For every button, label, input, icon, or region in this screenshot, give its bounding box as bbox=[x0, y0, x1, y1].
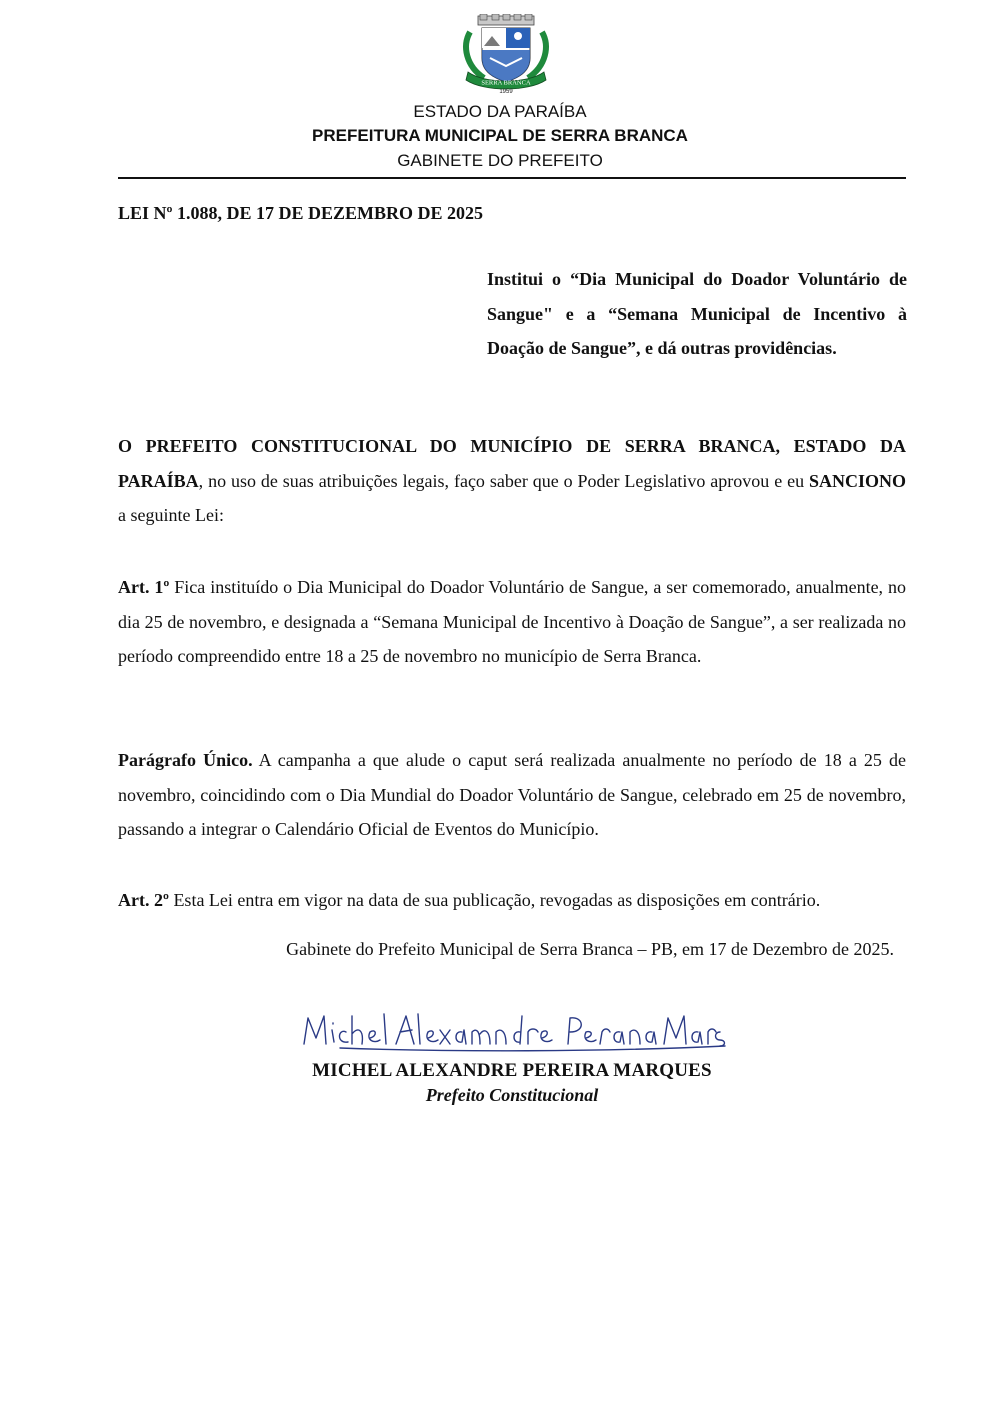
preamble-paragraph bbox=[118, 429, 906, 533]
paragrafo-unico bbox=[118, 743, 906, 847]
handwritten-signature bbox=[300, 1010, 730, 1054]
article-1 bbox=[118, 570, 906, 674]
law-title: LEI Nº 1.088, DE 17 DE DEZEMBRO DE 2025 bbox=[118, 203, 483, 223]
place-and-date: Gabinete do Prefeito Municipal de Serra Branca – PB, em 17 de Dezembro de 2025. bbox=[286, 939, 894, 959]
header-prefecture: PREFEITURA MUNICIPAL DE SERRA BRANCA bbox=[312, 126, 688, 145]
article-2 bbox=[118, 883, 906, 918]
preamble-authority: O PREFEITO CONSTITUCIONAL DO MUNICÍPIO DE SERRA BRANCA, ESTADO DA PARAÍBA bbox=[118, 436, 906, 491]
paragrafo-unico-label: Parágrafo Único. bbox=[118, 750, 253, 770]
article-2-text: Esta Lei entra em vigor na data de sua publicação, revogadas as disposições em contrário. bbox=[168, 890, 821, 910]
preamble-end: a seguinte Lei: bbox=[118, 505, 224, 525]
article-1-label: Art. 1º bbox=[118, 577, 170, 597]
signer-role: Prefeito Constitucional bbox=[425, 1085, 599, 1105]
crest-ribbon-text: SERRA BRANCA bbox=[481, 79, 531, 87]
crest-year: 1959 bbox=[499, 89, 513, 94]
article-2-label: Art. 2º bbox=[118, 890, 169, 910]
preamble-text: , no uso de suas atribuições legais, faço saber que o Poder Legislativo aprovou e eu bbox=[198, 470, 809, 491]
paragrafo-unico-text: A campanha a que alude o caput será realizada anualmente no período de 18 a 25 de novembro, coincidindo com o Dia Mundial do Doador Voluntário de Sangue, celebrado em 25 de novembro, passando a integrar o Calendário Oficial de Eventos do Município. bbox=[118, 750, 907, 839]
signer-name: MICHEL ALEXANDRE PEREIRA MARQUES bbox=[312, 1060, 712, 1081]
header-state: ESTADO DA PARAÍBA bbox=[413, 102, 587, 121]
municipal-coat-of-arms-icon bbox=[460, 14, 552, 94]
article-1-text: Fica instituído o Dia Municipal do Doador Voluntário de Sangue, a ser comemorado, anualmente, no dia 25 de novembro, e designada a “Semana Municipal de Incentivo à Doação de Sangue”, a ser realizada no período compreendido entre 18 a 25 de novembro no município de Serra Branca. bbox=[118, 577, 906, 666]
header-office: GABINETE DO PREFEITO bbox=[397, 151, 603, 170]
header-divider bbox=[118, 177, 906, 179]
preamble-sanciono: SANCIONO bbox=[808, 470, 906, 491]
law-ementa: Institui o “Dia Municipal do Doador Voluntário de Sangue" e a “Semana Municipal de Incentivo à Doação de Sangue”, e dá outras providências. bbox=[487, 269, 907, 358]
